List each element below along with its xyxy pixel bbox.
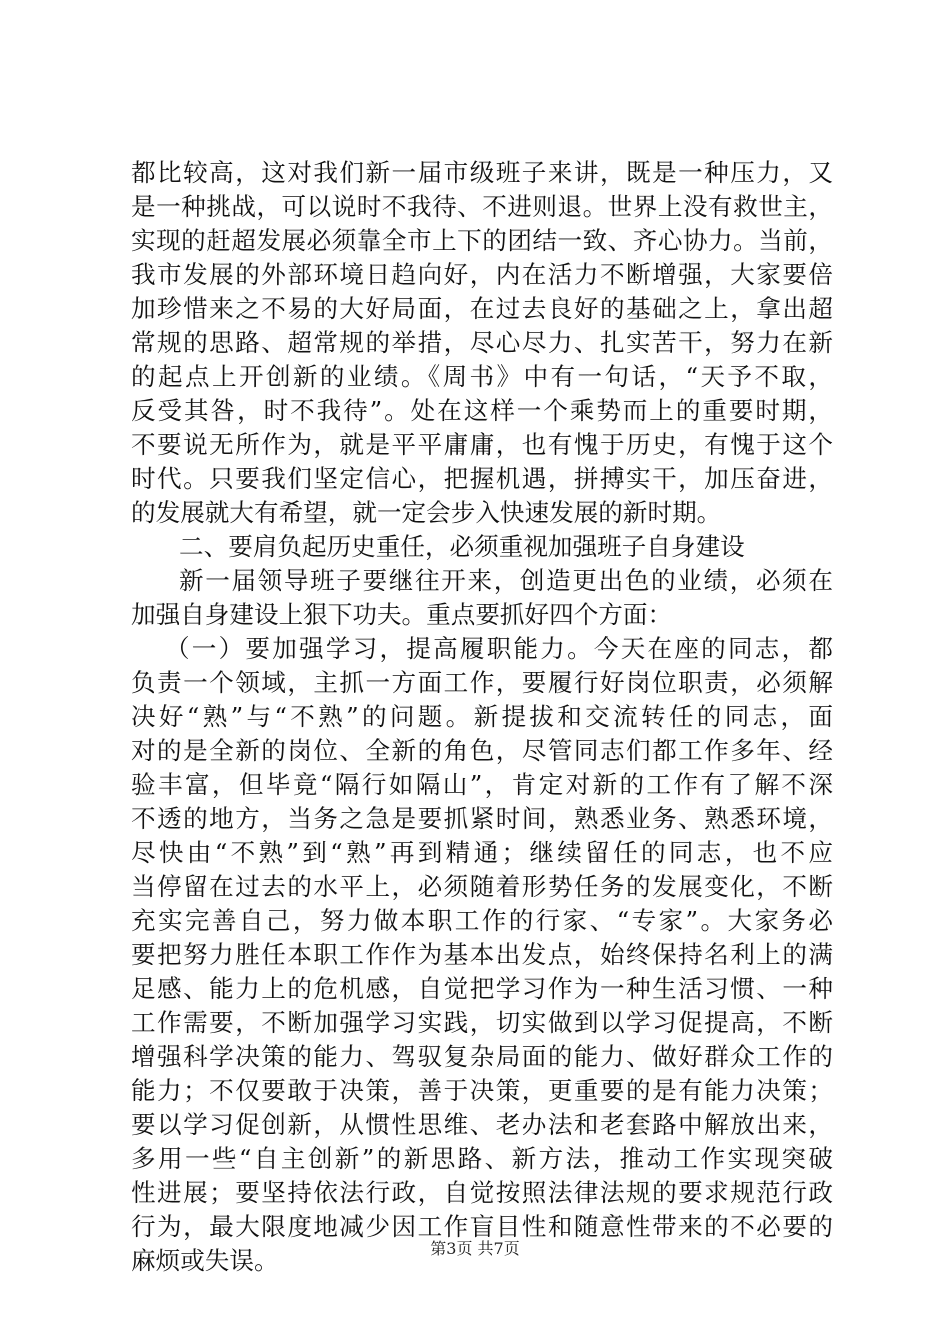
text-line: 能力；不仅要敢于决策，善于决策，更重要的是有能力决策；	[131, 1076, 833, 1105]
text-line: 要以学习促创新，从惯性思维、老办法和老套路中解放出来，	[131, 1110, 833, 1139]
text-line: 都比较高，这对我们新一届市级班子来讲，既是一种压力，又	[131, 158, 833, 187]
text-line: （一）要加强学习，提高履职能力。今天在座的同志，都	[165, 634, 833, 663]
text-line: 不要说无所作为，就是平平庸庸，也有愧于历史，有愧于这个	[131, 430, 833, 459]
document-body	[131, 156, 833, 1278]
text-line: 二、要肩负起历史重任，必须重视加强班子自身建设	[179, 532, 745, 561]
text-line: 的发展就大有希望，就一定会步入快速发展的新时期。	[131, 498, 722, 527]
text-line: 不透的地方，当务之急是要抓紧时间，熟悉业务、熟悉环境，	[131, 804, 833, 833]
text-line: 反受其咎，时不我待”。处在这样一个乘势而上的重要时期，	[131, 396, 833, 425]
text-line: 负责一个领域，主抓一方面工作，要履行好岗位职责，必须解	[131, 668, 833, 697]
text-line: 尽快由“不熟”到“熟”再到精通；继续留任的同志，也不应	[131, 838, 833, 867]
text-line: 加珍惜来之不易的大好局面，在过去良好的基础之上，拿出超	[131, 294, 833, 323]
text-line: 常规的思路、超常规的举措，尽心尽力、扎实苦干，努力在新	[131, 328, 833, 357]
text-line: 对的是全新的岗位、全新的角色，尽管同志们都工作多年、经	[131, 736, 833, 765]
text-line: 行为，最大限度地减少因工作盲目性和随意性带来的不必要的	[131, 1212, 833, 1241]
text-line: 加强自身建设上狠下功夫。重点要抓好四个方面：	[131, 600, 673, 629]
text-line: 性进展；要坚持依法行政，自觉按照法律法规的要求规范行政	[131, 1178, 833, 1207]
text-line: 多用一些“自主创新”的新思路、新方法，推动工作实现突破	[131, 1144, 833, 1173]
text-line: 实现的赶超发展必须靠全市上下的团结一致、齐心协力。当前，	[131, 226, 833, 255]
text-line: 当停留在过去的水平上，必须随着形势任务的发展变化，不断	[131, 872, 833, 901]
text-line: 时代。只要我们坚定信心，把握机遇，拼搏实干，加压奋进，	[131, 464, 833, 493]
text-line: 增强科学决策的能力、驾驭复杂局面的能力、做好群众工作的	[131, 1042, 833, 1071]
text-line: 我市发展的外部环境日趋向好，内在活力不断增强，大家要倍	[131, 260, 833, 289]
text-line: 决好“熟”与“不熟”的问题。新提拔和交流转任的同志，面	[131, 702, 833, 731]
text-line: 的起点上开创新的业绩。《周书》中有一句话，“天予不取，	[131, 362, 833, 391]
text-line: 足感、能力上的危机感，自觉把学习作为一种生活习惯、一种	[131, 974, 833, 1003]
text-line: 是一种挑战，可以说时不我待、不进则退。世界上没有救世主，	[131, 192, 833, 221]
text-line: 新一届领导班子要继往开来，创造更出色的业绩，必须在	[179, 566, 833, 595]
text-line: 充实完善自己，努力做本职工作的行家、“专家”。大家务必	[131, 906, 833, 935]
text-line: 麻烦或失误。	[131, 1246, 279, 1275]
page-footer: 第3页 共7页	[430, 1239, 520, 1258]
text-line: 验丰富，但毕竟“隔行如隔山”，肯定对新的工作有了解不深	[131, 770, 833, 799]
text-line: 要把努力胜任本职工作作为基本出发点，始终保持名利上的满	[131, 940, 833, 969]
text-line: 工作需要，不断加强学习实践，切实做到以学习促提高，不断	[131, 1008, 833, 1037]
